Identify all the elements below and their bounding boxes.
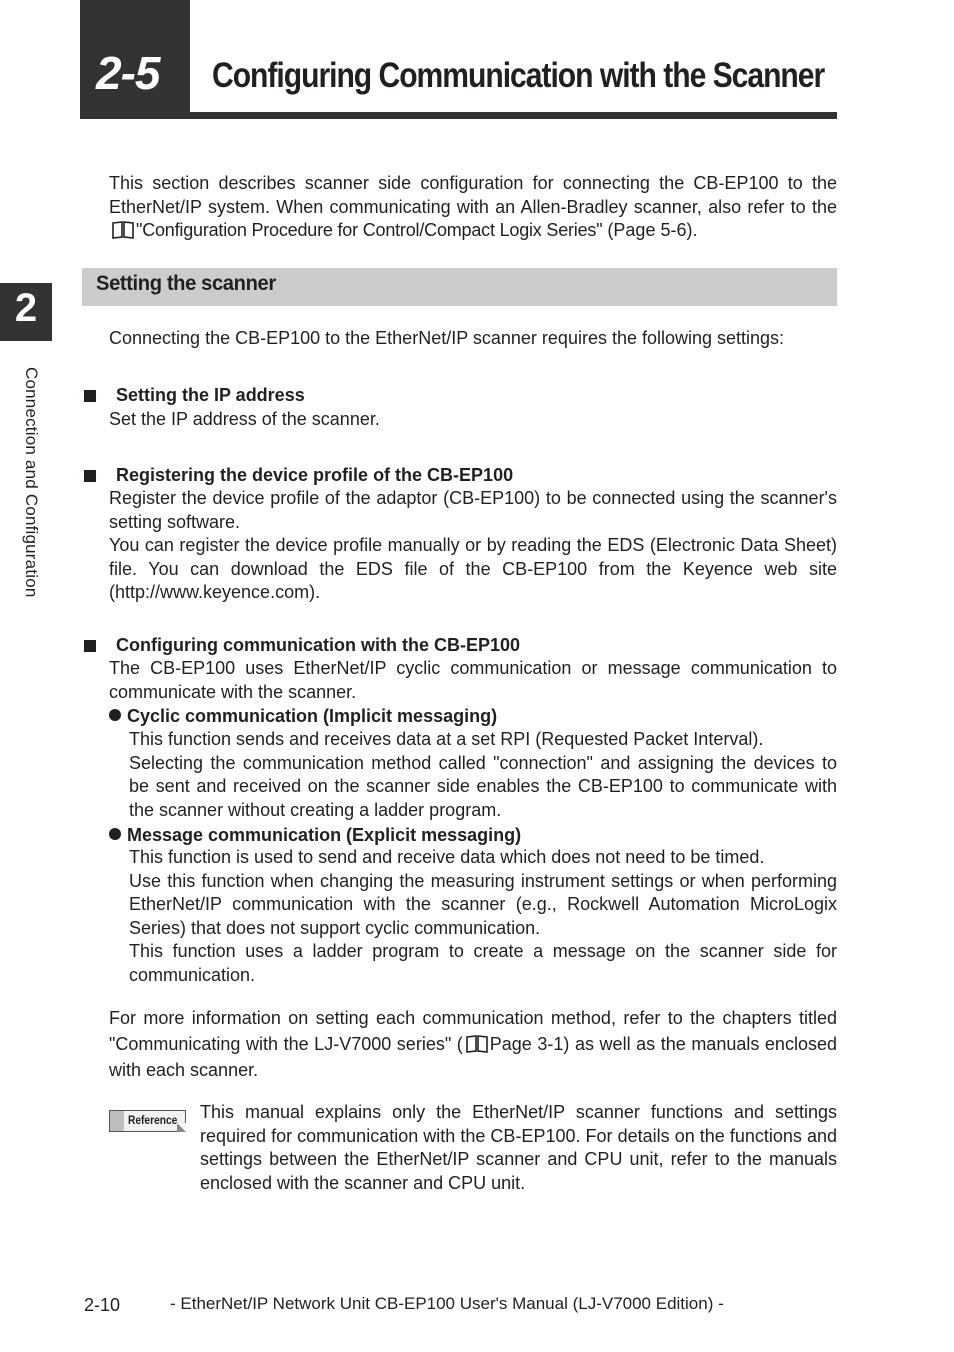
device-profile-paragraph-1: Register the device profile of the adaptor (CB-EP100) to be connected using the scanner's setting software. <box>109 488 837 532</box>
more-info-page-reference[interactable]: Page 3-1) <box>489 1034 570 1054</box>
square-bullet-icon <box>84 640 96 652</box>
bullet-body-message <box>129 846 837 987</box>
square-bullet-icon <box>84 390 96 402</box>
reference-text: This manual explains only the EtherNet/IP scanner functions and settings required for communication with the CB-EP100. For details on the functions and settings between the EtherNet/IP scanner and CPU unit, refer to the manuals enclosed with the scanner and CPU unit. <box>200 1102 837 1193</box>
manual-book-icon <box>465 1035 489 1053</box>
chapter-title: Configuring Communication with the Scanner <box>212 56 825 95</box>
footer-page-number: 2-10 <box>84 1295 121 1315</box>
chapter-number: 2-5 <box>96 47 160 99</box>
bullet-heading-message <box>109 824 521 847</box>
item-body-ip-address: Set the IP address of the scanner. <box>109 409 380 429</box>
square-bullet-icon <box>84 470 96 482</box>
round-bullet-icon <box>109 709 121 721</box>
message-line-2: Use this function when changing the measuring instrument settings or when performing EtherNet/IP communication with the scanner (e.g., Rockwell Automation MicroLogix Series) that does not support cyclic communication. <box>129 870 837 938</box>
chapter-rule <box>80 112 837 119</box>
more-info-text-end: as well as the manuals enclosed with each scanner. <box>109 1034 837 1080</box>
reference-icon-stripe <box>110 1111 124 1131</box>
reference-icon <box>109 1110 186 1132</box>
bullet-body-cyclic <box>129 728 837 822</box>
bullet-title-message: Message communication (Explicit messaging) <box>127 825 522 845</box>
item-heading-communication: Configuring communication with the CB-EP100 <box>116 635 521 655</box>
side-chapter-label: Connection and Configuration <box>22 367 41 598</box>
round-bullet-icon <box>109 828 121 840</box>
intro-text-end: (Page 5-6). <box>602 220 698 240</box>
more-info-paragraph <box>109 1005 837 1083</box>
message-line-3: This function uses a ladder program to create a message on the scanner side for communication. <box>129 941 837 985</box>
reference-icon-fold <box>177 1123 186 1132</box>
manual-book-icon <box>111 221 135 239</box>
message-line-1: This function is used to send and receive data which does not need to be timed. <box>129 847 765 867</box>
intro-cross-reference-link[interactable]: "Configuration Procedure for Control/Compact Logix Series" <box>136 220 603 240</box>
reference-icon-label: Reference <box>128 1113 178 1127</box>
cyclic-line-2: Selecting the communication method called "connection" and assigning the devices to be sent and received on the scanner side enables the CB-EP100 to communicate with the scanner without creating a ladder program. <box>129 752 837 820</box>
device-profile-paragraph-2: You can register the device profile manually or by reading the EDS (Electronic Data Sheet) file. You can download the EDS file of the CB-EP100 from the Keyence web site (http://www.keyence.com). <box>109 535 837 602</box>
intro-paragraph <box>109 172 837 243</box>
item-heading-device-profile: Registering the device profile of the CB-EP100 <box>116 465 514 485</box>
intro-text: This section describes scanner side configuration for connecting the CB-EP100 to the EtherNet/IP system. When communicating with an Allen-Bradley scanner, also refer to the <box>109 173 837 217</box>
item-body-communication: The CB-EP100 uses EtherNet/IP cyclic communication or message communication to communicate with the scanner. <box>109 658 837 702</box>
bullet-title-cyclic: Cyclic communication (Implicit messaging) <box>127 706 498 726</box>
more-info-text: For more information on setting each communication method, refer to the chapters titled "Communicating with the LJ-V7000 series" ( <box>109 1008 837 1054</box>
item-heading-ip-address: Setting the IP address <box>116 385 305 405</box>
bullet-heading-cyclic <box>109 705 497 728</box>
section-lead: Connecting the CB-EP100 to the EtherNet/IP scanner requires the following settings: <box>109 328 785 348</box>
footer-manual-title: - EtherNet/IP Network Unit CB-EP100 User's Manual (LJ-V7000 Edition) - <box>170 1294 724 1313</box>
item-body-device-profile <box>109 487 837 605</box>
section-title: Setting the scanner <box>96 272 276 295</box>
chapter-tab-number: 2 <box>14 286 38 330</box>
cyclic-line-1: This function sends and receives data at a set RPI (Requested Packet Interval). <box>129 729 764 749</box>
